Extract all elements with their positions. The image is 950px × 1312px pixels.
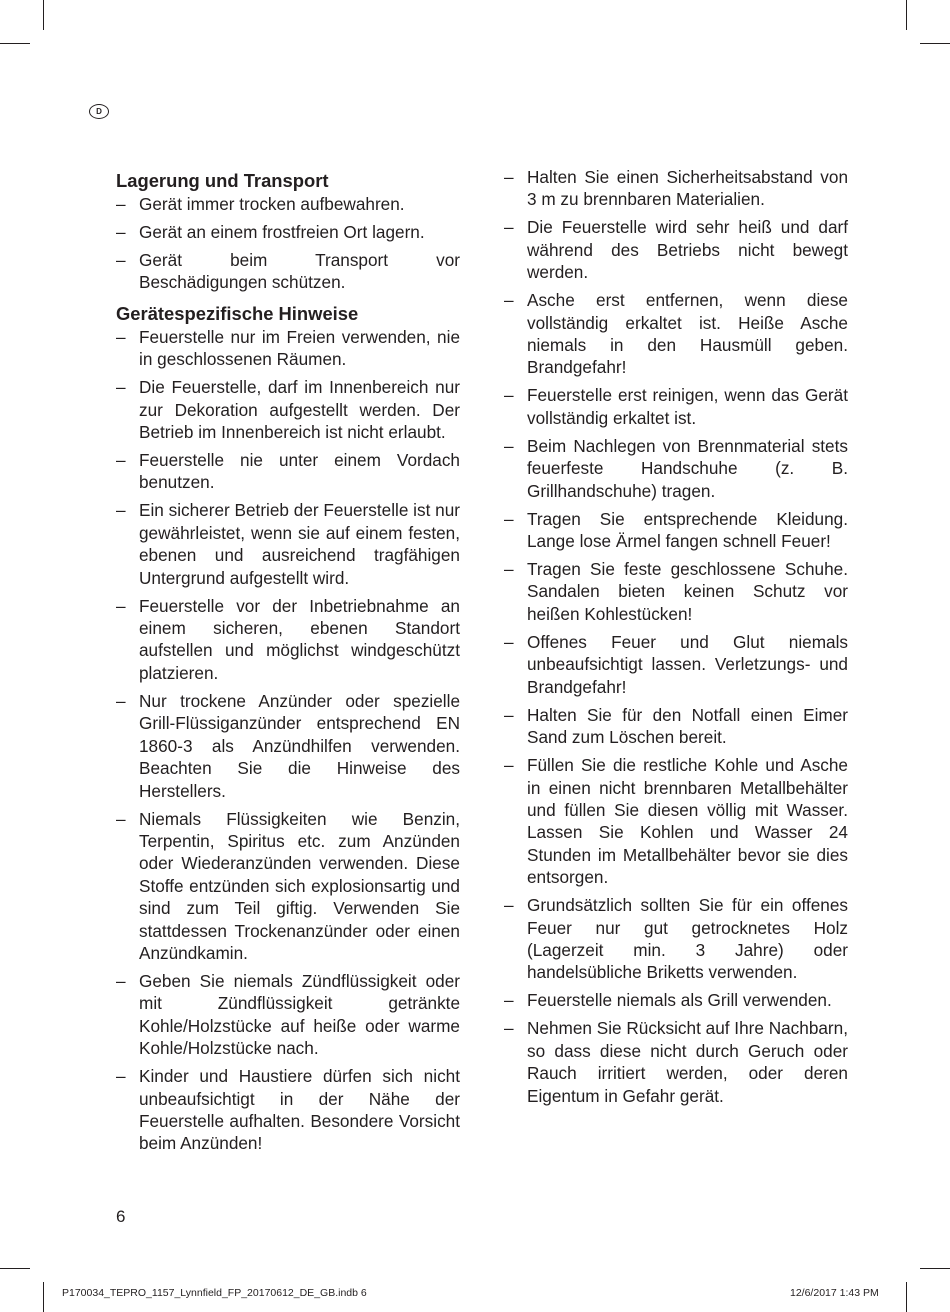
footer-datetime: 12/6/2017 1:43 PM: [790, 1287, 879, 1299]
list-item-text: Tragen Sie entsprechende Kleidung. Lange lose Ärmel fangen schnell Feuer!: [527, 508, 848, 552]
bullet-dash: –: [116, 595, 126, 616]
list-item-text: Niemals Flüssigkeiten wie Benzin, Terpentin, Spiritus etc. zum Anzünden oder Wiederanzünden verwenden. Diese Stoffe entzünden sich explosionsartig und sind zum Teil giftig. Verwenden Sie stattdessen Trockenanzünder oder einen Anzündkamin.: [139, 808, 460, 963]
right-column: [504, 166, 848, 1113]
bullet-dash: –: [504, 385, 514, 406]
list-item-text: Feuerstelle vor der Inbetriebnahme an einem sicheren, ebenen Standort aufstellen und möglichst windgeschützt platzieren.: [139, 595, 460, 683]
list-item: [116, 249, 460, 294]
bullet-dash: –: [504, 559, 514, 580]
list-item-text: Nur trockene Anzünder oder spezielle Grill-Flüssiganzünder entsprechend EN 1860-3 als Anzündhilfen verwenden. Beachten Sie die Hinweise des Herstellers.: [139, 690, 460, 801]
list-item: [504, 558, 848, 625]
list-item: [504, 435, 848, 502]
bullet-dash: –: [116, 221, 126, 242]
list-item: [504, 1017, 848, 1107]
list-item-text: Geben Sie niemals Zündflüssigkeit oder mit Zündflüssigkeit getränkte Kohle/Holzstücke auf heiße oder warme Kohle/Holzstücke nach.: [139, 970, 460, 1059]
list-item-text: Feuerstelle erst reinigen, wenn das Gerät vollständig erkaltet ist.: [527, 385, 848, 428]
bullet-dash: –: [116, 690, 126, 711]
list-item-text: Beim Nachlegen von Brennmaterial stets feuerfeste Handschuhe (z. B. Grillhandschuhe) tragen.: [527, 435, 848, 501]
bullet-dash: –: [116, 500, 126, 521]
bullet-dash: –: [504, 1018, 514, 1039]
list-item: [116, 499, 460, 589]
bullet-dash: –: [504, 990, 514, 1011]
list-item: [504, 894, 848, 984]
list-item-text: Gerät immer trocken aufbewahren.: [139, 193, 405, 214]
list-item-text: Asche erst entfernen, wenn diese vollständig erkaltet ist. Heiße Asche niemals in den Hausmüll geben. Brandgefahr!: [527, 290, 848, 378]
list-item-text: Nehmen Sie Rücksicht auf Ihre Nachbarn, so dass diese nicht durch Geruch oder Rauch irritiert werden, oder deren Eigentum in Gefahr gerät.: [527, 1018, 848, 1106]
list-item-text: Die Feuerstelle wird sehr heiß und darf während des Betriebs nicht bewegt werden.: [527, 217, 848, 283]
page-number: 6: [116, 1207, 126, 1226]
list-item-text: Gerät beim Transport vor Beschädigungen schützen.: [139, 249, 460, 292]
crop-mark: [0, 43, 30, 44]
list-item-text: Offenes Feuer und Glut niemals unbeaufsichtigt lassen. Verletzungs- und Brandgefahr!: [527, 631, 848, 697]
list-item-text: Ein sicherer Betrieb der Feuerstelle ist nur gewährleistet, wenn sie auf einem festen, ebenen und ausreichend tragfähigen Untergrund aufgestellt wird.: [139, 500, 460, 588]
bullet-dash: –: [504, 631, 514, 652]
bullet-dash: –: [504, 508, 514, 529]
left-column: [116, 170, 460, 1160]
list-item: [504, 704, 848, 749]
list-item-text: Feuerstelle niemals als Grill verwenden.: [527, 990, 832, 1011]
bullet-dash: –: [504, 167, 514, 187]
list-item: [116, 970, 460, 1060]
list-item-text: Feuerstelle nur im Freien verwenden, nie in geschlossenen Räumen.: [139, 326, 460, 370]
bullet-dash: –: [504, 217, 514, 238]
list-item: [504, 754, 848, 888]
bullet-dash: –: [504, 290, 514, 311]
list-item: [504, 508, 848, 553]
list-item: [116, 690, 460, 802]
bullet-dash: –: [116, 808, 126, 829]
list-item: [504, 216, 848, 283]
bullet-dash: –: [116, 249, 126, 270]
list-item-text: Halten Sie für den Notfall einen Eimer Sand zum Löschen bereit.: [527, 704, 848, 748]
list-item-text: Kinder und Haustiere dürfen sich nicht unbeaufsichtigt in der Nähe der Feuerstelle aufhalten. Besondere Vorsicht beim Anzünden!: [139, 1066, 460, 1154]
list-item: [116, 1065, 460, 1155]
list-item-text: Halten Sie einen Sicherheitsabstand von 3 m zu brennbaren Materialien.: [527, 167, 848, 210]
list-item: [504, 989, 848, 1011]
bullet-dash: –: [504, 755, 514, 776]
crop-mark: [920, 43, 950, 44]
bullet-dash: –: [504, 895, 514, 916]
bullet-dash: –: [116, 970, 126, 991]
bullet-dash: –: [116, 326, 126, 347]
list-device-notes: [116, 326, 460, 1155]
list-item: [116, 376, 460, 443]
crop-mark: [920, 1268, 950, 1269]
list-item: [116, 326, 460, 371]
list-item: [504, 631, 848, 698]
crop-mark: [906, 1282, 907, 1312]
list-storage: [116, 193, 460, 294]
list-item-text: Tragen Sie feste geschlossene Schuhe. Sandalen bieten keinen Schutz vor heißen Kohlestücken!: [527, 559, 848, 624]
footer-file-info: P170034_TEPRO_1157_Lynnfield_FP_20170612_DE_GB.indb 6: [62, 1287, 367, 1299]
list-item-text: Feuerstelle nie unter einem Vordach benutzen.: [139, 450, 460, 493]
list-item: [116, 221, 460, 243]
list-item: [116, 595, 460, 685]
crop-mark: [906, 0, 907, 30]
bullet-dash: –: [116, 1066, 126, 1087]
section-heading-storage: Lagerung und Transport: [116, 170, 329, 191]
list-item: [116, 449, 460, 494]
bullet-dash: –: [116, 377, 126, 398]
list-item: [504, 166, 848, 211]
list-item-text: Füllen Sie die restliche Kohle und Asche in einen nicht brennbaren Metallbehälter und füllen Sie diesen völlig mit Wasser. Lassen Sie Kohlen und Wasser 24 Stunden im Metallbehälter bevor sie dies entsorgen.: [527, 755, 848, 888]
section-heading-device-notes: Gerätespezifische Hinweise: [116, 303, 359, 325]
list-item: [504, 384, 848, 429]
language-badge: D: [89, 104, 109, 119]
list-safety-notes: [504, 166, 848, 1107]
bullet-dash: –: [116, 450, 126, 471]
list-item: [116, 193, 460, 215]
bullet-dash: –: [504, 704, 514, 725]
crop-mark: [0, 1268, 30, 1269]
crop-mark: [43, 1282, 44, 1312]
list-item-text: Grundsätzlich sollten Sie für ein offenes Feuer nur gut getrocknetes Holz (Lagerzeit min. 3 Jahre) oder handelsübliche Briketts verwenden.: [527, 895, 848, 983]
list-item-text: Die Feuerstelle, darf im Innenbereich nur zur Dekoration aufgestellt werden. Der Betrieb im Innenbereich ist nicht erlaubt.: [139, 377, 460, 443]
crop-mark: [43, 0, 44, 30]
list-item: [116, 808, 460, 965]
bullet-dash: –: [116, 193, 126, 214]
list-item-text: Gerät an einem frostfreien Ort lagern.: [139, 221, 425, 242]
list-item: [504, 289, 848, 379]
bullet-dash: –: [504, 435, 514, 456]
